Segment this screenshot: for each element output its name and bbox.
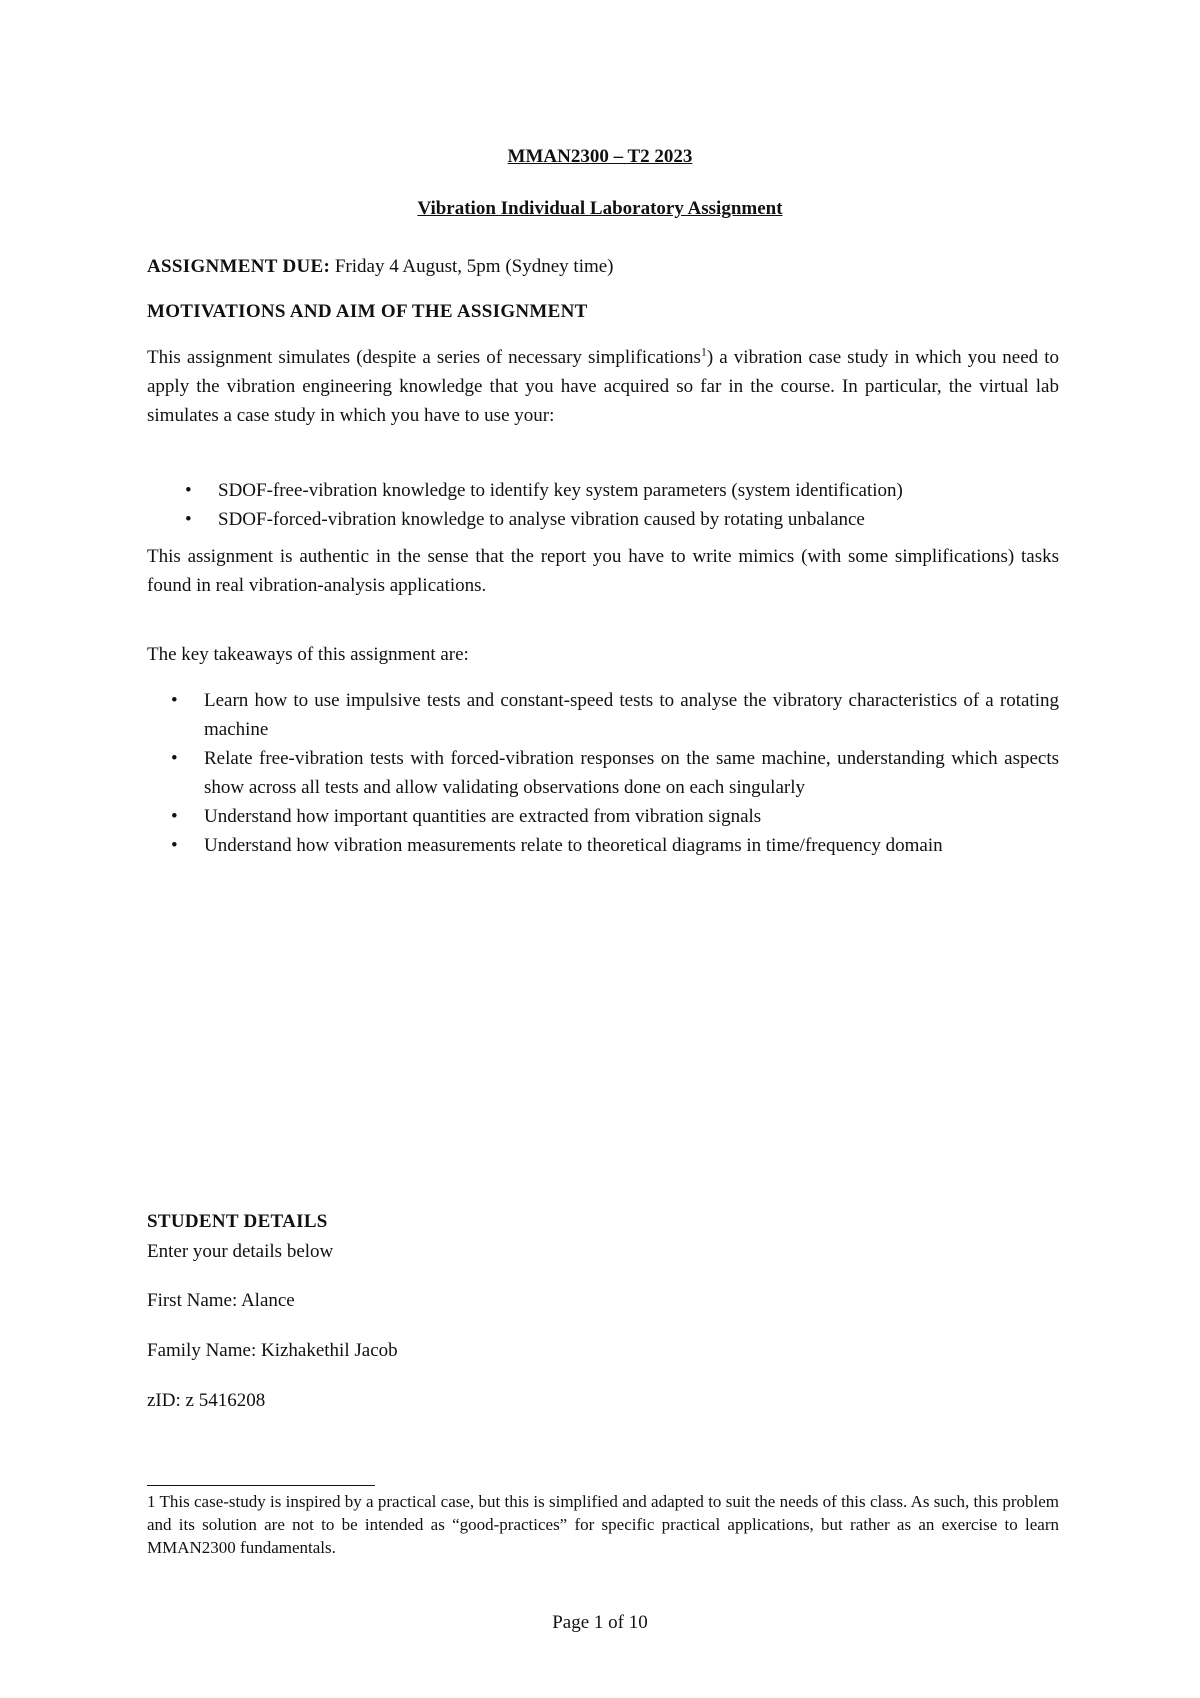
footnote-separator [147, 1485, 375, 1486]
takeaway-text: Understand how important quantities are extracted from vibration signals [204, 806, 762, 827]
bullet-icon: • [171, 806, 178, 827]
family-name-field[interactable]: Family Name: Kizhakethil Jacob [147, 1340, 398, 1361]
list-item [185, 476, 1018, 505]
list-item [171, 802, 1059, 831]
authentic-paragraph: This assignment is authentic in the sense that the report you have to write mimics (with some simplifications) tasks found in real vibration-analysis applications. [147, 546, 1059, 596]
due-line [147, 252, 1059, 281]
bullet-icon: • [185, 480, 192, 501]
aim-text: SDOF-forced-vibration knowledge to analyse vibration caused by rotating unbalance [218, 509, 865, 530]
takeaway-text: Relate free-vibration tests with forced-vibration responses on the same machine, understanding which aspects show across all tests and allow validating observations done on each singularly [204, 748, 1059, 798]
bullet-icon: • [185, 509, 192, 530]
lab-title: Vibration Individual Laboratory Assignment [417, 198, 783, 219]
bullet-icon: • [171, 835, 178, 856]
intro-paragraph [147, 343, 1059, 430]
first-name-field[interactable]: First Name: Alance [147, 1290, 295, 1311]
course-title: MMAN2300 – T2 2023 [507, 146, 693, 167]
due-label: ASSIGNMENT DUE: [147, 256, 331, 277]
list-item [171, 744, 1059, 802]
student-details-prompt: Enter your details below [147, 1241, 334, 1262]
takeaways-intro: The key takeaways of this assignment are: [147, 644, 469, 665]
motivations-heading: MOTIVATIONS AND AIM OF THE ASSIGNMENT [147, 301, 588, 322]
takeaway-text: Learn how to use impulsive tests and constant-speed tests to analyse the vibratory characteristics of a rotating machine [204, 690, 1059, 740]
intro-text-part2: ) a vibration case study in which you need to apply the vibration engineering knowledge that you have acquired so far in the course. In particular, the virtual lab simulates a case study in which you have to use your: [147, 347, 1059, 426]
list-item [185, 505, 1018, 534]
footnote-reference: 1 [700, 344, 707, 359]
student-details-heading: STUDENT DETAILS [147, 1211, 328, 1232]
footnote: 1 This case-study is inspired by a practical case, but this is simplified and adapted to suit the needs of this class. As such, this problem and its solution are not to be intended as “good-practices” for specific practical applications, but rather as an exercise to learn MMAN2300 fundamentals. [147, 1492, 1059, 1557]
aim-text: SDOF-free-vibration knowledge to identify key system parameters (system identification) [218, 480, 903, 501]
takeaway-text: Understand how vibration measurements relate to theoretical diagrams in time/frequency domain [204, 835, 943, 856]
zid-field[interactable]: zID: z 5416208 [147, 1390, 266, 1411]
takeaways-list [171, 686, 1059, 860]
list-item [171, 831, 1059, 860]
intro-text-part1: This assignment simulates (despite a series of necessary simplifications [147, 347, 701, 368]
bullet-icon: • [171, 748, 178, 769]
page-number: Page 1 of 10 [552, 1612, 648, 1633]
list-item [171, 686, 1059, 744]
bullet-icon: • [171, 690, 178, 711]
aims-list [185, 476, 1018, 534]
due-value: Friday 4 August, 5pm (Sydney time) [330, 256, 614, 277]
